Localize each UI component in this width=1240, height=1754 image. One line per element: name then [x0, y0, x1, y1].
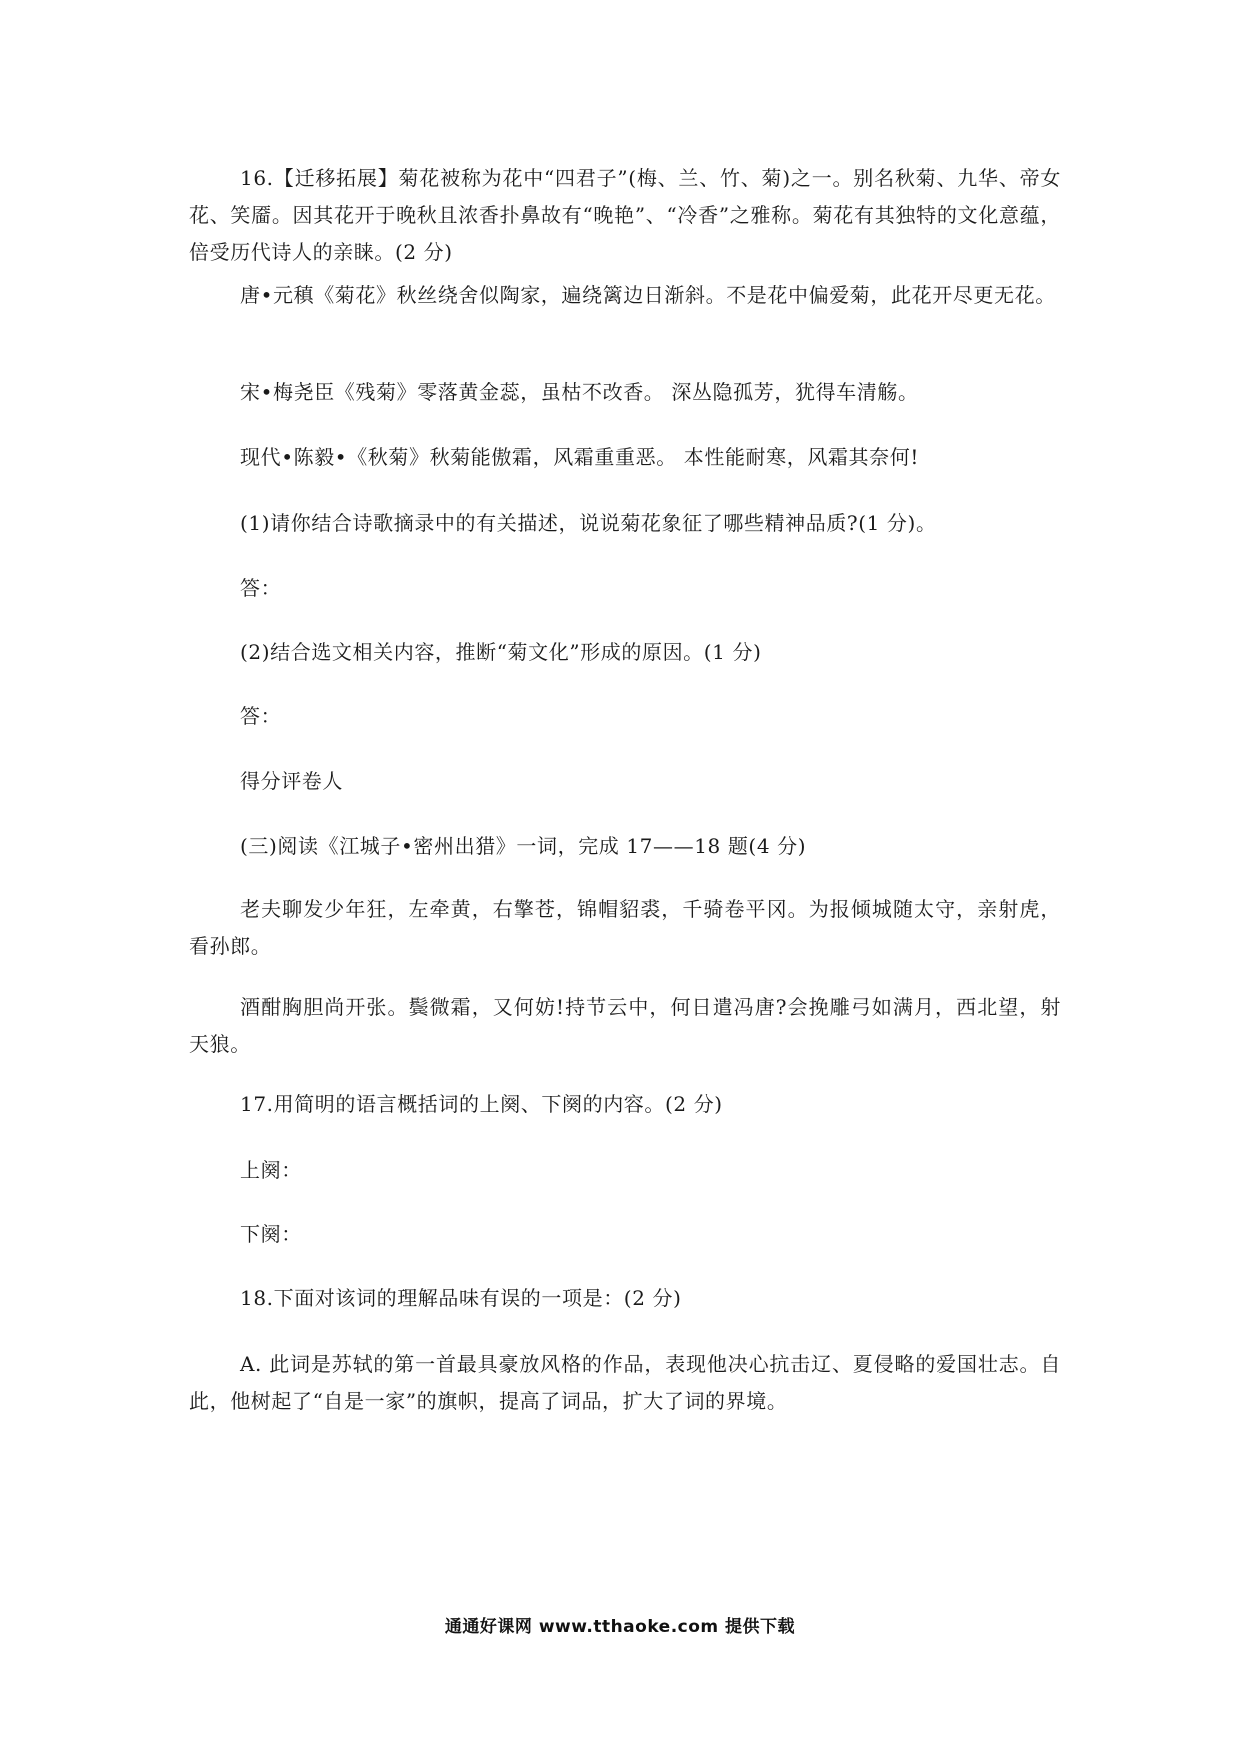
ci-stanza-2: 酒酣胸胆尚开张。鬓微霜，又何妨!持节云中，何日遣冯唐?会挽雕弓如满月，西北望，射天狼。	[189, 995, 1061, 1056]
question-18-option-a: A. 此词是苏轼的第一首最具豪放风格的作品，表现他决心抗击辽、夏侵略的爱国壮志。自此，他树起了“自是一家”的旗帜，提高了词品，扩大了词的界境。	[189, 1352, 1061, 1413]
section-3-heading: (三)阅读《江城子•密州出猎》一词，完成 17——18 题(4 分)	[240, 834, 807, 858]
poem-excerpt-mei-yaochen: 宋•梅尧臣《残菊》零落黄金蕊，虽枯不改香。 深丛隐孤芳，犹得车清觞。	[240, 380, 919, 404]
question-18: 18.下面对该词的理解品味有误的一项是：(2 分)	[240, 1286, 682, 1310]
ci-stanza-1: 老夫聊发少年狂，左牵黄，右擎苍，锦帽貂裘，千骑卷平冈。为报倾城随太守，亲射虎，看孙郎。	[189, 897, 1061, 958]
footer-watermark: 通通好课网 www.tthaoke.com 提供下载	[444, 1617, 796, 1637]
answer-label-1: 答：	[240, 576, 282, 600]
answer-upper-stanza: 上阕：	[240, 1158, 302, 1182]
answer-label-2: 答：	[240, 704, 282, 728]
score-reviewer-label: 得分评卷人	[240, 769, 343, 793]
question-16-intro: 16.【迁移拓展】菊花被称为花中“四君子”(梅、兰、竹、菊)之一。别名秋菊、九华、帝女花、笑靥。因其花开于晚秋且浓香扑鼻故有“晚艳”、“冷香”之雅称。菊花有其独特的文化意蕴，倍受历代诗人的亲睐。(2 分)	[189, 166, 1061, 264]
poem-excerpt-yuan-zhen: 唐•元稹《菊花》秋丝绕舍似陶家，遍绕篱边日渐斜。不是花中偏爱菊，此花开尽更无花。	[240, 283, 1056, 307]
poem-excerpt-chen-yi: 现代•陈毅•《秋菊》秋菊能傲霜，风霜重重恶。 本性能耐寒，风霜其奈何!	[240, 445, 919, 469]
question-17: 17.用简明的语言概括词的上阕、下阕的内容。(2 分)	[240, 1092, 723, 1116]
answer-lower-stanza: 下阕：	[240, 1222, 302, 1246]
question-16-2: (2)结合选文相关内容，推断“菊文化”形成的原因。(1 分)	[240, 640, 762, 664]
question-16-1: (1)请你结合诗歌摘录中的有关描述，说说菊花象征了哪些精神品质?(1 分)。	[240, 511, 937, 535]
